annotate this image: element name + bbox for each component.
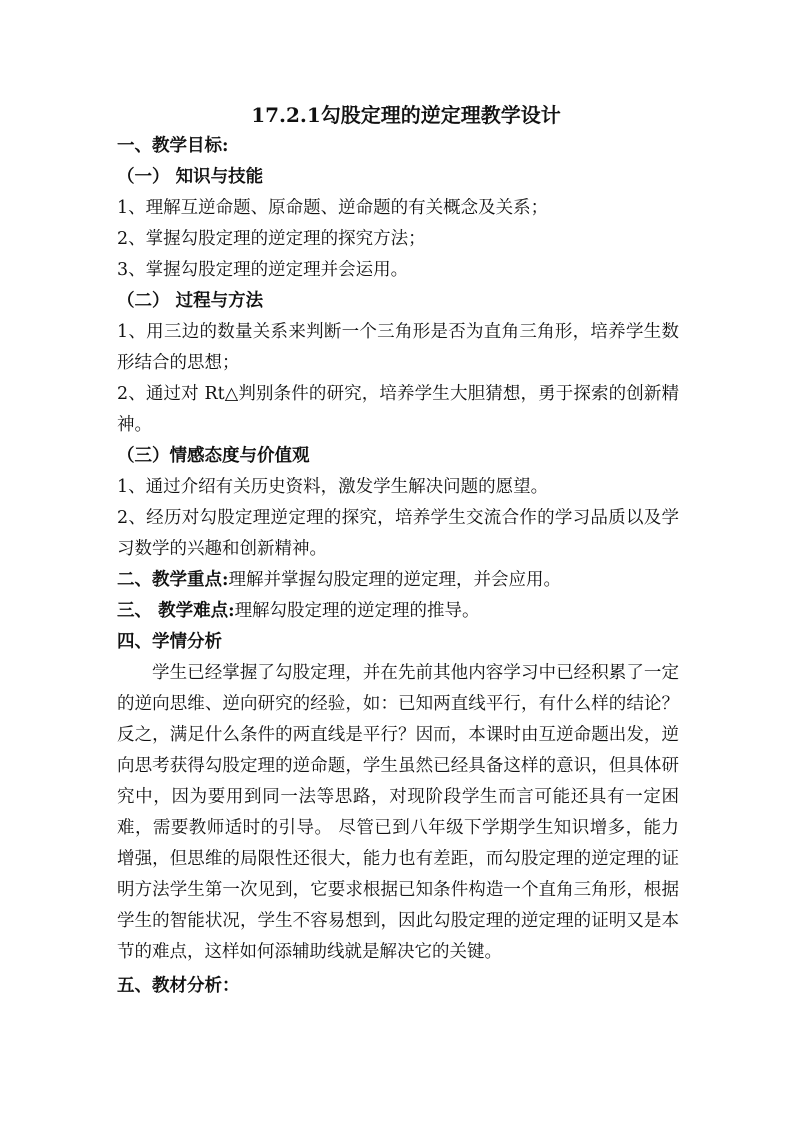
key-points-text: 理解并掌握勾股定理的逆定理，并会应用。 — [228, 570, 561, 590]
learner-analysis-paragraph: 学生已经掌握了勾股定理，并在先前其他内容学习中已经积累了一定的逆向思维、逆向研究的经验，如：已知两直线平行，有什么样的结论？反之，满足什么条件的两直线是平行？因而，本课时由互逆命题出发，逆向思考获得勾股定理的逆命题，学生虽然已经具备这样的意识，但具体研究中，因为要用到同一法等思路，对现阶段学生而言可能还具有一定困难，需要教师适时的引导。 尽管已到八年级下学期学生知识增多，能力增强，但思维的局限性还很大，能力也有差距，而勾股定理的逆定理的证明方法学生第一次见到，它要求根据已知条件构造一个直角三角形，根据学生的智能状况，学生不容易想到，因此勾股定理的逆定理的证明又是本节的难点，这样如何添辅助线就是解决它的关键。 — [117, 663, 679, 962]
section-key-points — [117, 565, 679, 596]
subheading-attitude-values: （三）情感态度与价值观 — [117, 446, 310, 466]
section-heading-textbook-analysis: 五、教材分析： — [117, 976, 240, 996]
difficulties-text: 理解勾股定理的逆定理的推导。 — [234, 601, 480, 621]
subheading-knowledge-skills: （一） 知识与技能 — [117, 167, 264, 187]
list-item: 3、掌握勾股定理的逆定理并会运用。 — [117, 260, 409, 280]
list-item: 2、通过对 Rt△判别条件的研究，培养学生大胆猜想，勇于探索的创新精神。 — [117, 384, 679, 435]
document-page — [117, 100, 679, 1002]
subheading-process-method: （二） 过程与方法 — [117, 291, 264, 311]
list-item: 1、用三边的数量关系来判断一个三角形是否为直角三角形，培养学生数形结合的思想； — [117, 322, 679, 373]
section-heading-key-points: 二、教学重点: — [117, 570, 229, 590]
section-difficulties — [117, 596, 679, 627]
list-item: 2、掌握勾股定理的逆定理的探究方法； — [117, 229, 426, 249]
list-item: 2、经历对勾股定理逆定理的探究，培养学生交流合作的学习品质以及学习数学的兴趣和创新精神。 — [117, 508, 679, 559]
document-title: 17.2.1勾股定理的逆定理教学设计 — [251, 103, 561, 127]
section-heading-learner-analysis: 四、学情分析 — [117, 632, 222, 652]
section-heading-difficulties: 三、 教学难点: — [117, 601, 235, 621]
list-item: 1、理解互逆命题、原命题、逆命题的有关概念及关系； — [117, 198, 549, 218]
section-heading-objectives: 一、教学目标: — [117, 136, 229, 156]
list-item: 1、通过介绍有关历史资料，激发学生解决问题的愿望。 — [117, 477, 549, 497]
